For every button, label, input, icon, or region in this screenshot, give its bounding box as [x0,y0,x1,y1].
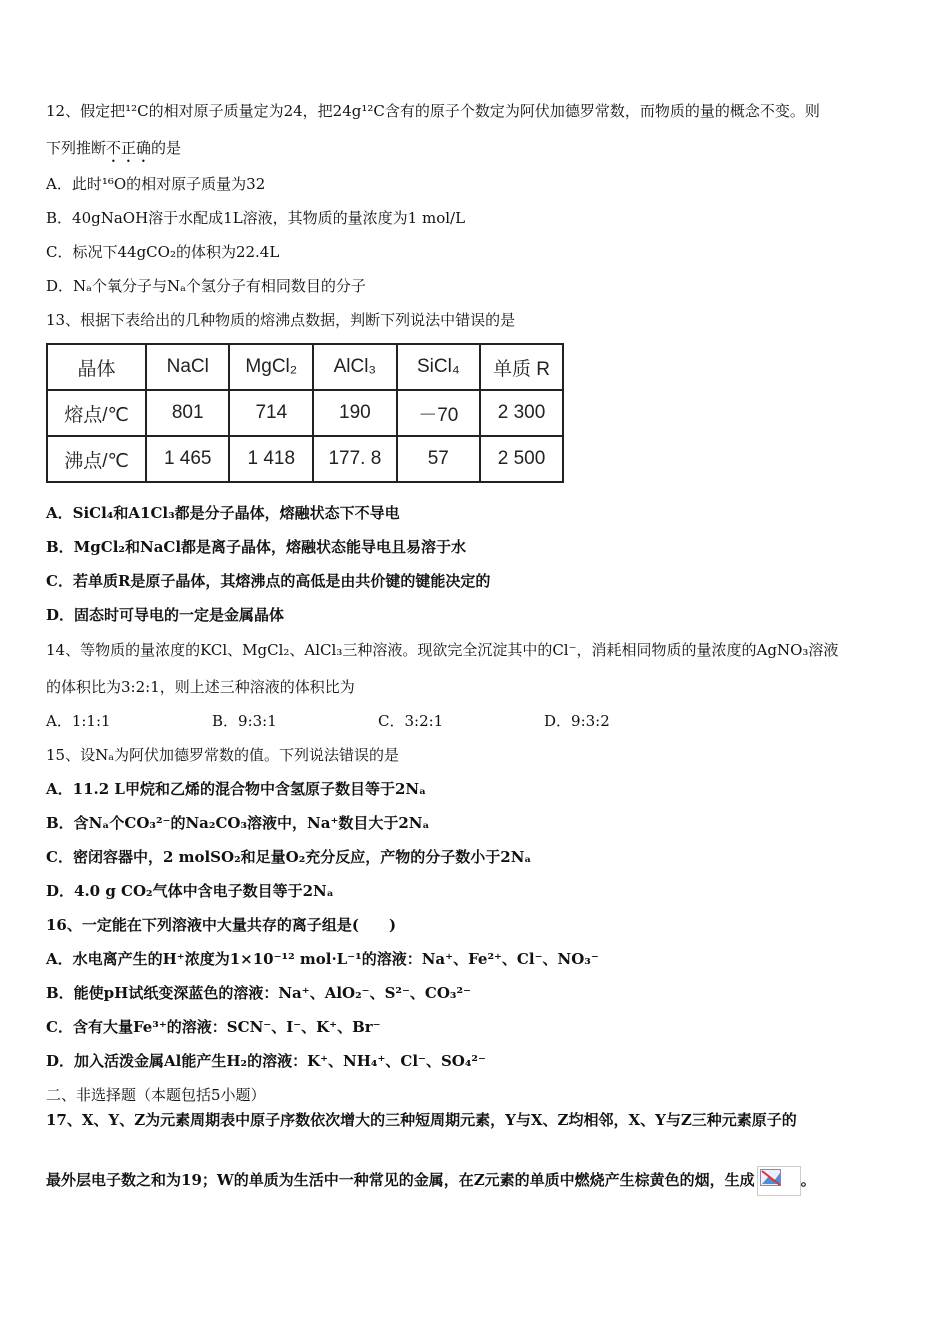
q14-option-b: B．9:3:1 [212,712,277,730]
table-cell: MgCl₂ [229,344,313,390]
table-row [47,436,563,482]
q14-line2: 的体积比为3:2:1，则上述三种溶液的体积比为 [46,678,355,696]
table-cell: 晶体 [47,344,146,390]
table-cell: 熔点/℃ [47,390,146,436]
q15-option-b: B．含Nₐ个CO₃²⁻的Na₂CO₃溶液中，Na⁺数目大于2Nₐ [46,814,430,832]
table-header-row [47,344,563,390]
table-cell: －70 [397,390,480,436]
q14-options [46,711,610,731]
table-cell: 714 [229,390,313,436]
q17-line2-end: 。 [800,1171,816,1189]
q12-option-a: A．此时¹⁶O的相对原子质量为32 [46,175,266,193]
q16-option-c: C．含有大量Fe³⁺的溶液：SCN⁻、I⁻、K⁺、Br⁻ [46,1018,381,1036]
q14-option-c: C．3:2:1 [378,712,444,730]
q16-option-a: A．水电离产生的H⁺浓度为1×10⁻¹² mol·L⁻¹的溶液：Na⁺、Fe²⁺、Cl⁻、NO₃⁻ [46,950,599,968]
q13-option-b: B．MgCl₂和NaCl都是离子晶体，熔融状态能导电且易溶于水 [46,538,467,556]
table-cell: 190 [313,390,396,436]
q15-option-c: C．密闭容器中，2 molSO₂和足量O₂充分反应，产物的分子数小于2Nₐ [46,848,532,866]
table-cell: 1 418 [229,436,313,482]
table-cell: 2 300 [480,390,563,436]
q16-option-b: B．能使pH试纸变深蓝色的溶液：Na⁺、AlO₂⁻、S²⁻、CO₃²⁻ [46,984,471,1002]
q16-option-d: D．加入活泼金属Al能产生H₂的溶液：K⁺、NH₄⁺、Cl⁻、SO₄²⁻ [46,1052,486,1070]
q15-option-d: D．4.0 g CO₂气体中含电子数目等于2Nₐ [46,882,334,900]
table-cell: 2 500 [480,436,563,482]
q14-option-d: D．9:3:2 [544,712,610,730]
table-row [47,390,563,436]
table-cell: NaCl [146,344,229,390]
q12-line1: 12、假定把¹²C的相对原子质量定为24，把24g¹²C含有的原子个数定为阿伏加德罗常数，而物质的量的概念不变。则 [46,102,820,120]
q15-stem: 15、设Nₐ为阿伏加德罗常数的值。下列说法错误的是 [46,746,400,764]
table-cell: 单质 R [480,344,563,390]
q14-option-a: A．1:1:1 [46,712,111,730]
section-heading: 二、非选择题（本题包括5小题） [46,1086,266,1104]
q17-line1: 17、X、Y、Z为元素周期表中原子序数依次增大的三种短周期元素，Y与X、Z均相邻，X、Y与Z三种元素原子的 [46,1111,797,1129]
q12-line2-pre: 下列推断 [46,139,107,157]
q15-option-a: A．11.2 L甲烷和乙烯的混合物中含氢原子数目等于2Nₐ [46,780,427,798]
q12-option-d: D．Nₐ个氧分子与Nₐ个氢分子有相同数目的分子 [46,277,366,295]
q12-option-b: B．40gNaOH溶于水配成1L溶液，其物质的量浓度为1 mol/L [46,209,466,227]
q14-line1: 14、等物质的量浓度的KCl、MgCl₂、AlCl₃三种溶液。现欲完全沉淀其中的Cl⁻，消耗相同物质的量浓度的AgNO₃溶液 [46,641,839,659]
q13-option-c: C．若单质R是原子晶体，其熔沸点的高低是由共价键的键能决定的 [46,572,491,590]
q12-line2 [46,138,181,166]
q13-option-d: D．固态时可导电的一定是金属晶体 [46,606,285,624]
table-cell: 1 465 [146,436,229,482]
melting-boiling-table [46,343,564,483]
table-cell: SiCl₄ [397,344,480,390]
table-cell: 57 [397,436,480,482]
q12-line2-post: 的是 [151,139,182,157]
table-cell: 177. 8 [313,436,396,482]
q13-option-a: A．SiCl₄和A1Cl₃都是分子晶体，熔融状态下不导电 [46,504,400,522]
q17-line2-text: 最外层电子数之和为19；W的单质为生活中一种常见的金属，在Z元素的单质中燃烧产生棕黄色的烟，生成 [46,1171,755,1189]
table-cell: AlCl₃ [313,344,396,390]
broken-image-icon [757,1166,801,1196]
table-cell: 801 [146,390,229,436]
q12-emphasis: 不正确 [106,139,152,157]
table-cell: 沸点/℃ [47,436,146,482]
q17-line2 [46,1166,816,1196]
q13-stem: 13、根据下表给出的几种物质的熔沸点数据，判断下列说法中错误的是 [46,311,516,329]
q12-option-c: C．标况下44gCO₂的体积为22.4L [46,243,280,261]
q16-stem: 16、一定能在下列溶液中大量共存的离子组是( ) [46,916,397,934]
